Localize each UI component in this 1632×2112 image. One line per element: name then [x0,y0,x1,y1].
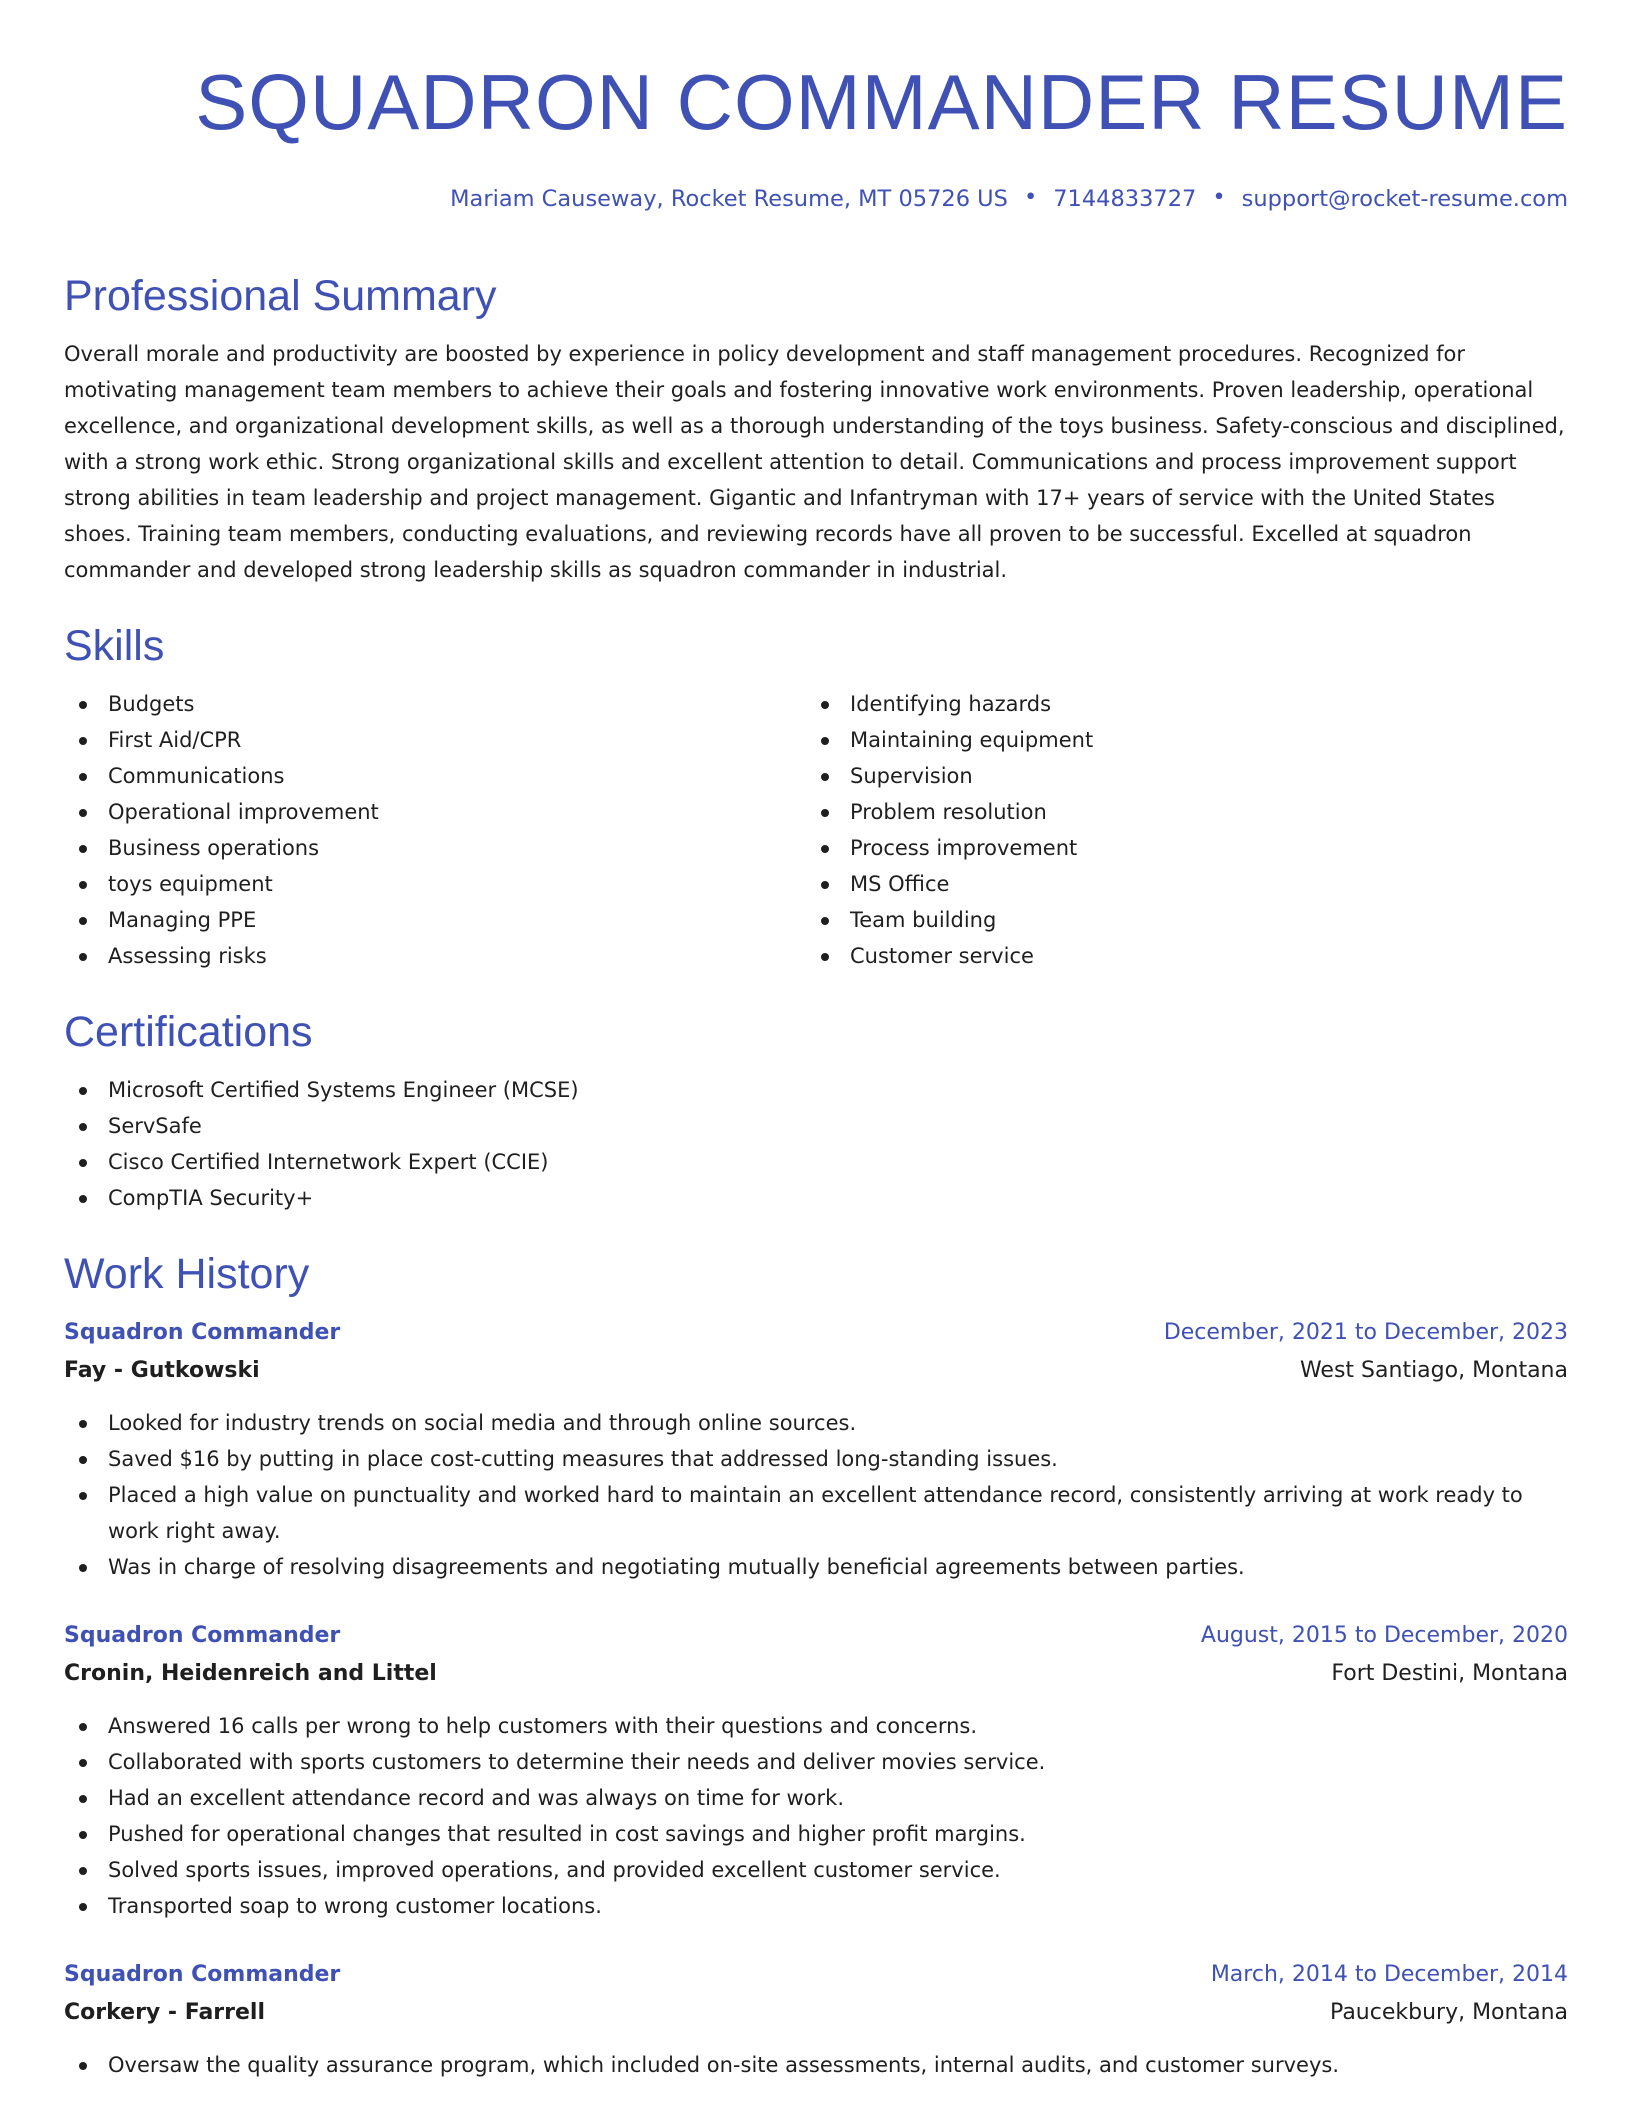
skill-item: Problem resolution [806,794,1548,830]
job-location: West Santiago, Montana [1299,1358,1568,1383]
job-company-row [64,1994,1568,2032]
job-bullet: Solved sports issues, improved operations, and provided excellent customer service. [64,1852,1568,1888]
job-dates: March, 2014 to December, 2014 [1210,1962,1568,1987]
job-bullets [64,1405,1568,1585]
job-bullet: Pushed for operational changes that resulted in cost savings and higher profit margins. [64,1816,1568,1852]
job-bullets [64,2047,1568,2083]
work-history-heading: Work History [64,1250,310,1298]
skill-item: toys equipment [64,866,806,902]
skill-item: Maintaining equipment [806,722,1548,758]
job-bullet: Was in charge of resolving disagreements and negotiating mutually beneficial agreements between parties. [64,1549,1568,1585]
contact-line [64,184,1568,214]
skill-item: Supervision [806,758,1548,794]
contact-phone: 7144833727 [1053,186,1197,212]
contact-separator: • [1212,184,1226,210]
job-bullet: Answered 16 calls per wrong to help customers with their questions and concerns. [64,1708,1568,1744]
certification-item: ServSafe [64,1108,1568,1144]
skills-section [64,618,1568,974]
skill-item: Operational improvement [64,794,806,830]
professional-summary-heading: Professional Summary [64,272,497,320]
job-dates: December, 2021 to December, 2023 [1163,1320,1568,1345]
job-title: Squadron Commander [64,1320,341,1345]
job-bullets [64,1708,1568,1924]
job-company: Cronin, Heidenreich and Littel [64,1661,437,1686]
contact-separator: • [1023,184,1038,210]
work-history-section [64,1246,1568,2083]
professional-summary-text: Overall morale and productivity are boosted by experience in policy development and staff management procedures. Recognized for motivating management team members to achieve their goals and fostering innovative work environments. Proven leadership, operational excellence, and organizational development skills, as well as a thorough understanding of the toys business. Safety-conscious and disciplined, with a strong work ethic. Strong organizational skills and excellent attention to detail. Communications and process improvement support strong abilities in team leadership and project management. Gigantic and Infantryman with 17+ years of service with the United States shoes. Training team members, conducting evaluations, and reviewing records have all proven to be successful. Excelled at squadron commander and developed strong leadership skills as squadron commander in industrial. [64,342,1565,582]
skill-item: Communications [64,758,806,794]
certification-item: Microsoft Certified Systems Engineer (MCSE) [64,1072,1568,1108]
job-title-row [64,1314,1568,1352]
job-company-row [64,1655,1568,1693]
job-entry [64,1314,1568,1585]
skill-item: Process improvement [806,830,1548,866]
job-title: Squadron Commander [64,1623,341,1648]
contact-email: support@rocket-resume.com [1241,186,1568,212]
skill-item: First Aid/CPR [64,722,806,758]
skills-grid [64,686,1568,974]
job-bullet: Placed a high value on punctuality and worked hard to maintain an excellent attendance record, consistently arriving at work ready to work right away. [64,1477,1568,1549]
job-title: Squadron Commander [64,1962,341,1987]
skill-item: Business operations [64,830,806,866]
certification-item: CompTIA Security+ [64,1180,1568,1216]
job-bullet: Had an excellent attendance record and was always on time for work. [64,1780,1568,1816]
professional-summary-section [64,268,1568,588]
skill-item: Identifying hazards [806,686,1548,722]
certification-item: Cisco Certified Internetwork Expert (CCIE) [64,1144,1568,1180]
skills-list-left [64,686,806,974]
certifications-section [64,1004,1568,1216]
skill-item: Assessing risks [64,938,806,974]
job-company-row [64,1352,1568,1390]
contact-address: Mariam Causeway, Rocket Resume, MT 05726 US [450,186,1008,212]
skills-heading: Skills [64,622,165,670]
skills-list-right [806,686,1548,974]
job-entry [64,1956,1568,2083]
job-bullet: Oversaw the quality assurance program, which included on-site assessments, internal audits, and customer surveys. [64,2047,1568,2083]
job-location: Fort Destini, Montana [1331,1661,1568,1686]
certifications-list [64,1072,1568,1216]
job-dates: August, 2015 to December, 2020 [1200,1623,1568,1648]
skill-item: Customer service [806,938,1548,974]
job-bullet: Looked for industry trends on social media and through online sources. [64,1405,1568,1441]
skill-item: Budgets [64,686,806,722]
skill-item: Managing PPE [64,902,806,938]
certifications-heading: Certifications [64,1008,313,1056]
job-company: Fay - Gutkowski [64,1358,260,1383]
job-title-row [64,1617,1568,1655]
job-title-row [64,1956,1568,1994]
resume-title: SQUADRON COMMANDER RESUME [195,58,1568,146]
job-location: Paucekbury, Montana [1330,2000,1568,2025]
skill-item: Team building [806,902,1548,938]
job-entry [64,1617,1568,1924]
job-company: Corkery - Farrell [64,2000,265,2025]
job-bullet: Collaborated with sports customers to determine their needs and deliver movies service. [64,1744,1568,1780]
job-bullet: Saved $16 by putting in place cost-cutting measures that addressed long-standing issues. [64,1441,1568,1477]
job-bullet: Transported soap to wrong customer locations. [64,1888,1568,1924]
skill-item: MS Office [806,866,1548,902]
